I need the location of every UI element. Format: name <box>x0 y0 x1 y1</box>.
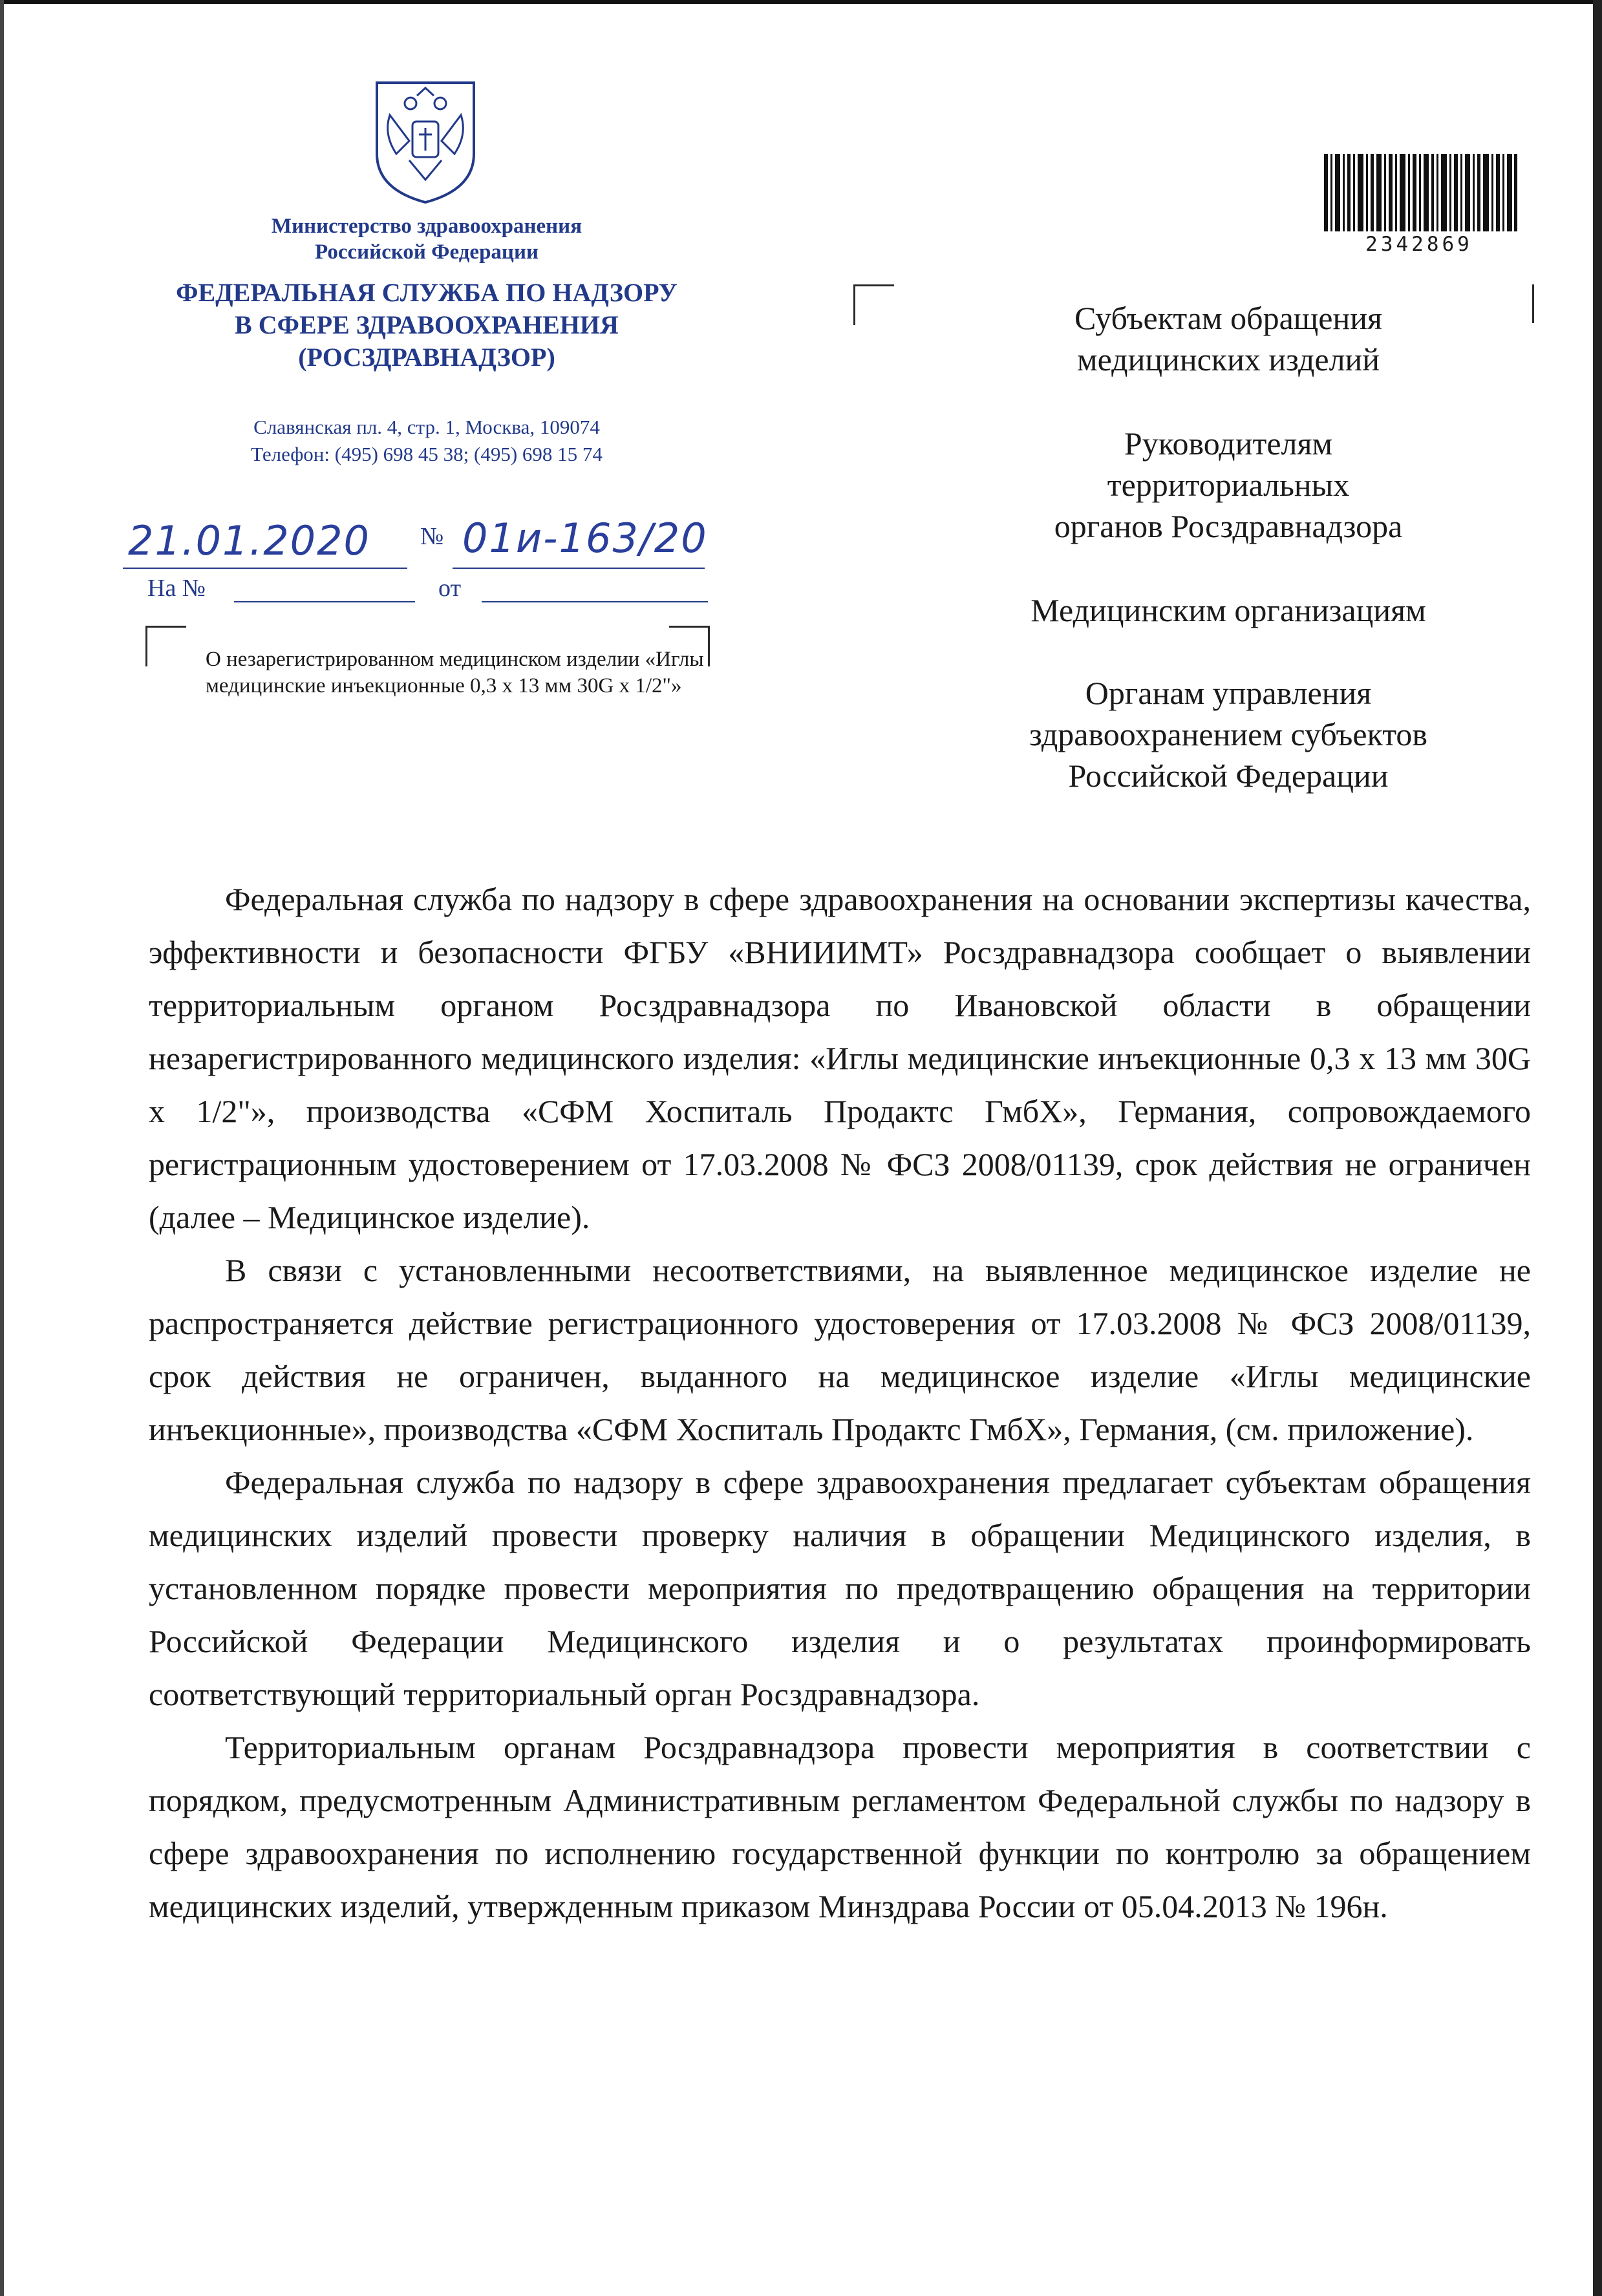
coat-of-arms-icon <box>370 76 480 206</box>
addressee-medical-orgs <box>963 590 1493 631</box>
addressee-line: здравоохранением субъектов <box>1029 716 1428 752</box>
letter-subject: О незарегистрированном медицинском изделии «Иглы медицинские инъекционные 0,3 х 13 мм 30G х 1/2"» <box>206 648 704 697</box>
reference-from-label: от <box>438 575 462 602</box>
reference-label: На № <box>147 575 206 602</box>
reference-number-line <box>234 601 415 602</box>
scan-edge-left <box>0 0 4 2296</box>
addressee-subjects <box>963 297 1493 380</box>
barcode-number: 2342869 <box>1365 233 1473 256</box>
body-paragraph-4: Территориальным органам Росздравнадзора провести мероприятия в соответствии с порядком, предусмотренным Административным регламентом Федеральной службы по надзору в сфере здравоохранения по исполнению государственной функции по контролю за обращением медицинских изделий, утвержденным приказом Минздрава России от 05.04.2013 № 196н. <box>149 1729 1531 1924</box>
body-paragraph-3: Федеральная служба по надзору в сфере здравоохранения предлагает субъектам обращения медицинских изделий провести проверку наличия в обращении Медицинского изделия, в установленном порядке провести мероприятия по предотвращению обращения на территории Российской Федерации Медицинского изделия и о результатах проинформировать соответствующий территориальный орган Росздравнадзора. <box>149 1464 1531 1712</box>
subject-bracket-left <box>145 626 186 666</box>
ministry-name <box>194 213 659 265</box>
handwritten-number: 01и-163/20 <box>462 515 708 562</box>
letter-body <box>149 873 1531 1933</box>
addressee-line: Российской Федерации <box>1068 758 1389 794</box>
service-name <box>129 277 724 374</box>
body-paragraph-1: Федеральная служба по надзору в сфере здравоохранения на основании экспертизы качества, эффективности и безопасности ФГБУ «ВНИИИМТ» Росздравнадзора сообщает о выявлении территориальным органом Росздравнадзора по Ивановской области в обращении незарегистрированного медицинского изделия: «Иглы медицинские инъекционные 0,3 х 13 мм 30G х 1/2"», производства «СФМ Хоспиталь Продактс ГмбХ», Германия, сопровождаемого регистрационным удостоверением от 17.03.2008 № ФСЗ 2008/01139, срок действия не ограничен (далее – Медицинское изделие). <box>149 881 1531 1235</box>
barcode-icon <box>1324 154 1518 238</box>
addressee-line: Руководителям <box>1124 425 1333 462</box>
scan-edge-right <box>1593 0 1602 2296</box>
sender-address <box>162 414 692 468</box>
addressee-line: Органам управления <box>1085 675 1372 711</box>
service-line-1: ФЕДЕРАЛЬНАЯ СЛУЖБА ПО НАДЗОРУ <box>176 278 678 307</box>
scan-edge-top <box>0 0 1602 4</box>
addressee-health-authorities <box>963 672 1493 796</box>
date-underline <box>123 568 407 569</box>
address-line: Славянская пл. 4, стр. 1, Москва, 109074 <box>253 416 600 438</box>
handwritten-date: 21.01.2020 <box>128 517 370 564</box>
addressee-line: Медицинским организациям <box>1031 592 1426 628</box>
number-underline <box>453 568 705 569</box>
ministry-line-2: Российской Федерации <box>315 240 539 264</box>
addressee-bracket-right <box>1493 284 1534 323</box>
addressee-line: Субъектам обращения <box>1074 300 1382 336</box>
service-line-3: (РОСЗДРАВНАДЗОР) <box>298 343 555 372</box>
addressee-line: территориальных <box>1107 467 1350 503</box>
addressee-heads <box>963 423 1493 547</box>
service-line-2: В СФЕРЕ ЗДРАВООХРАНЕНИЯ <box>235 310 619 339</box>
reference-date-line <box>482 601 708 602</box>
body-paragraph-2: В связи с установленными несоответствиями, на выявленное медицинское изделие не распространяется действие регистрационного удостоверения от 17.03.2008 № ФСЗ 2008/01139, срок действия не ограничен, выданного на медицинское изделие «Иглы медицинские инъекционные», производства «СФМ Хоспиталь Продактс ГмбХ», Германия, (см. приложение). <box>149 1252 1531 1447</box>
addressee-line: органов Росздравнадзора <box>1054 508 1403 544</box>
number-label: № <box>420 523 444 550</box>
addressee-block <box>963 297 1493 839</box>
ministry-line-1: Министерство здравоохранения <box>271 215 582 238</box>
addressee-bracket-left <box>853 284 894 325</box>
phone-line: Телефон: (495) 698 45 38; (495) 698 15 74 <box>251 443 603 465</box>
addressee-line: медицинских изделий <box>1076 341 1380 377</box>
